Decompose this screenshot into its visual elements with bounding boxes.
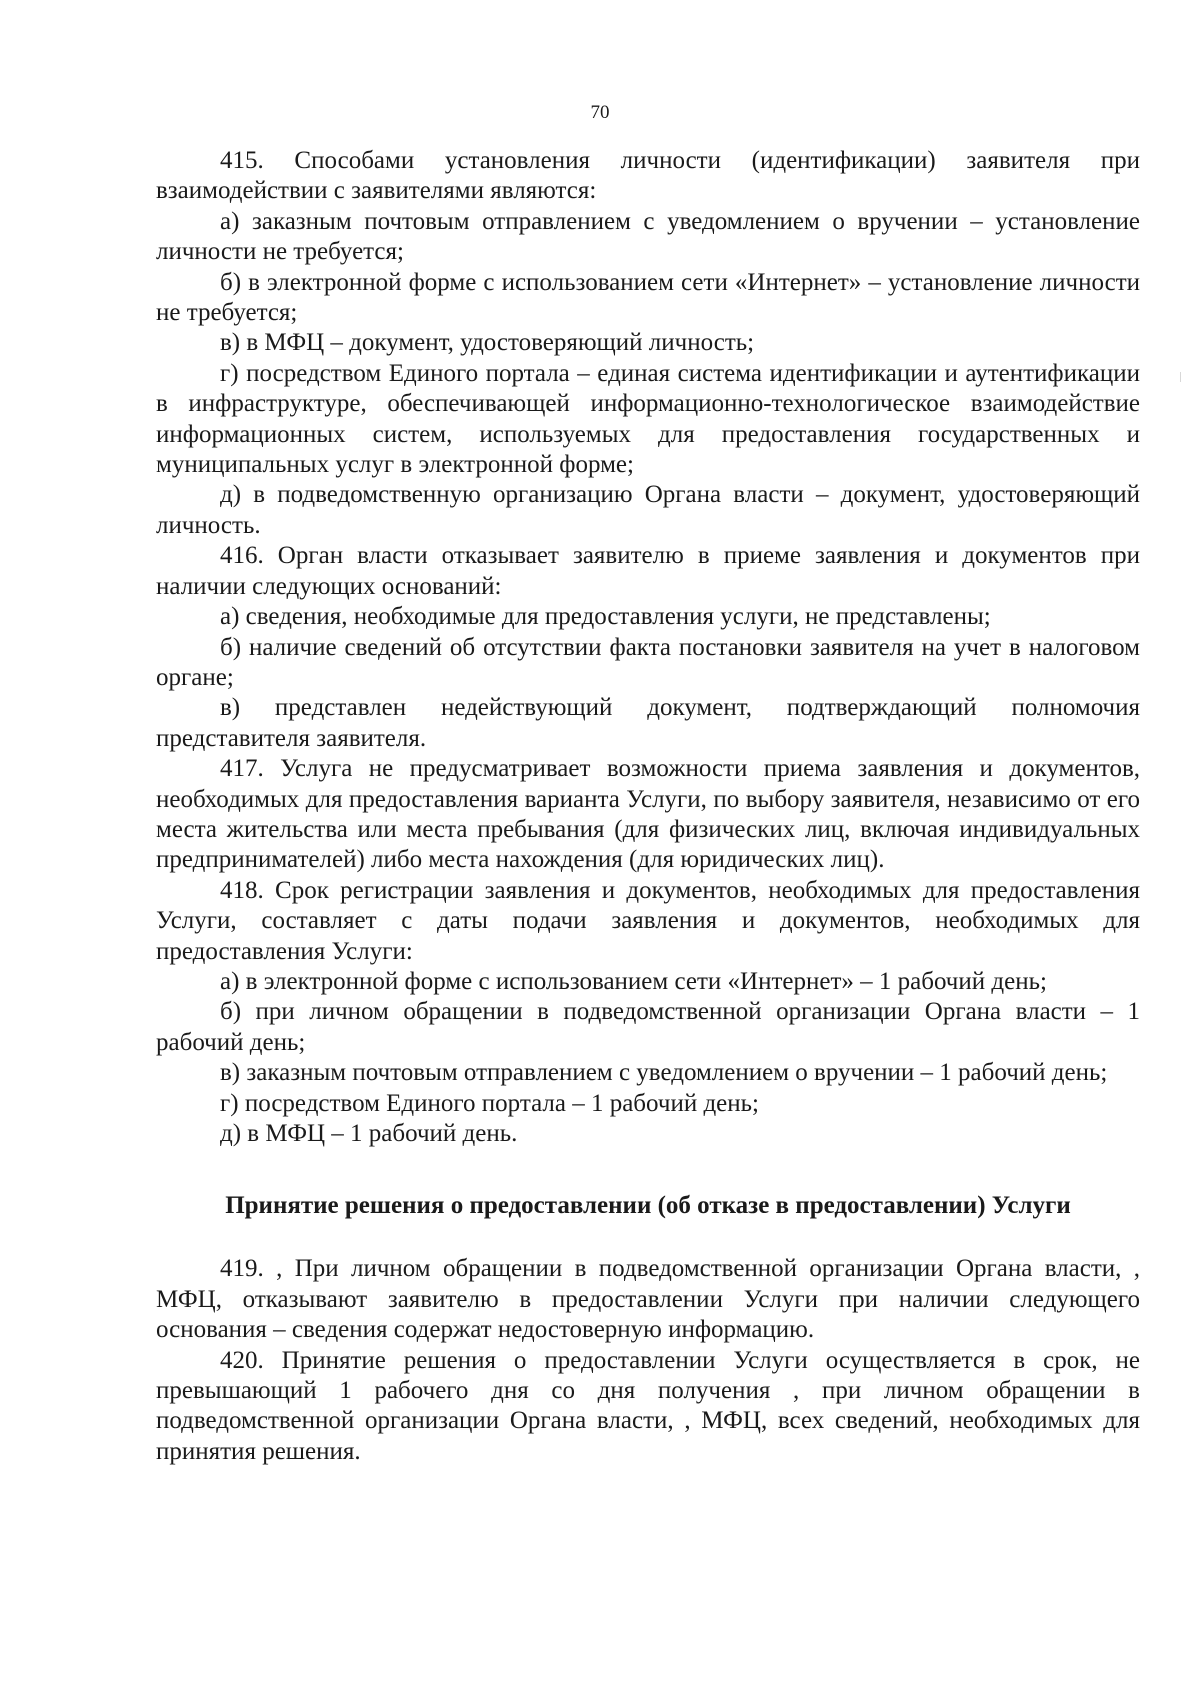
paragraph-417: 417. Услуга не предусматривает возможности приема заявления и документов, необходимых для предоставления варианта Услуги, по выбору заявителя, независимо от его места жительства или места пребывания (для физических лиц, включая индивидуальных предпринимателей) либо места нахождения (для юридических лиц). (156, 755, 1140, 874)
paragraph-416-b: б) наличие сведений об отсутствии факта постановки заявителя на учет в налоговом органе; (156, 633, 1140, 691)
paragraph-419: 419. , При личном обращении в подведомственной организации Органа власти, , МФЦ, отказывают заявителю в предоставлении Услуги при наличии следующего основания – сведения содержат недостоверную информацию. (156, 1255, 1140, 1344)
scan-margin-mark (1180, 372, 1181, 382)
paragraph-416: 416. Орган власти отказывает заявителю в приеме заявления и документов при наличии следующих оснований: (156, 542, 1140, 600)
paragraph-415-v: в) в МФЦ – документ, удостоверяющий личность; (220, 329, 755, 357)
paragraph-418-v: в) заказным почтовым отправлением с уведомлением о вручении – 1 рабочий день; (220, 1059, 1108, 1087)
paragraph-418-a: а) в электронной форме с использованием сети «Интернет» – 1 рабочий день; (220, 967, 1047, 995)
paragraph-420: 420. Принятие решения о предоставлении Услуги осуществляется в срок, не превышающий 1 рабочего дня со дня получения , при личном обращении в подведомственной организации Органа власти, , МФЦ, всех сведений, необходимых для принятия решения. (156, 1346, 1140, 1465)
paragraph-415-b: б) в электронной форме с использованием сети «Интернет» – установление личности не требуется; (156, 268, 1140, 327)
paragraph-416-v: в) представлен недействующий документ, подтверждающий полномочия представителя заявителя. (156, 694, 1140, 752)
paragraph-416-a: а) сведения, необходимые для предоставления услуги, не представлены; (220, 603, 991, 631)
paragraph-415: 415. Способами установления личности (идентификации) заявителя при взаимодействии с заявителями являются: (156, 147, 1140, 205)
paragraph-418: 418. Срок регистрации заявления и документов, необходимых для предоставления Услуги, составляет с даты подачи заявления и документов, необходимых для предоставления Услуги: (156, 876, 1140, 965)
section-heading: Принятие решения о предоставлении (об отказе в предоставлении) Услуги (225, 1192, 1071, 1220)
page-number: 70 (590, 102, 610, 123)
paragraph-415-a: а) заказным почтовым отправлением с уведомлением о вручении – установление личности не требуется; (156, 207, 1140, 266)
paragraph-415-d: д) в подведомственную организацию Органа власти – документ, удостоверяющий личность. (156, 481, 1140, 539)
paragraph-418-b: б) при личном обращении в подведомственной организации Органа власти – 1 рабочий день; (156, 998, 1140, 1056)
paragraph-415-g: г) посредством Единого портала – единая система идентификации и аутентификации в инфраструктуре, обеспечивающей информационно-технологическое взаимодействие информационных систем, используемых для предоставления государственных и муниципальных услуг в электронной форме; (156, 359, 1140, 479)
document-body (156, 146, 1140, 1467)
paragraph-418-d: д) в МФЦ – 1 рабочий день. (220, 1120, 518, 1147)
paragraph-418-g: г) посредством Единого портала – 1 рабочий день; (220, 1089, 760, 1117)
